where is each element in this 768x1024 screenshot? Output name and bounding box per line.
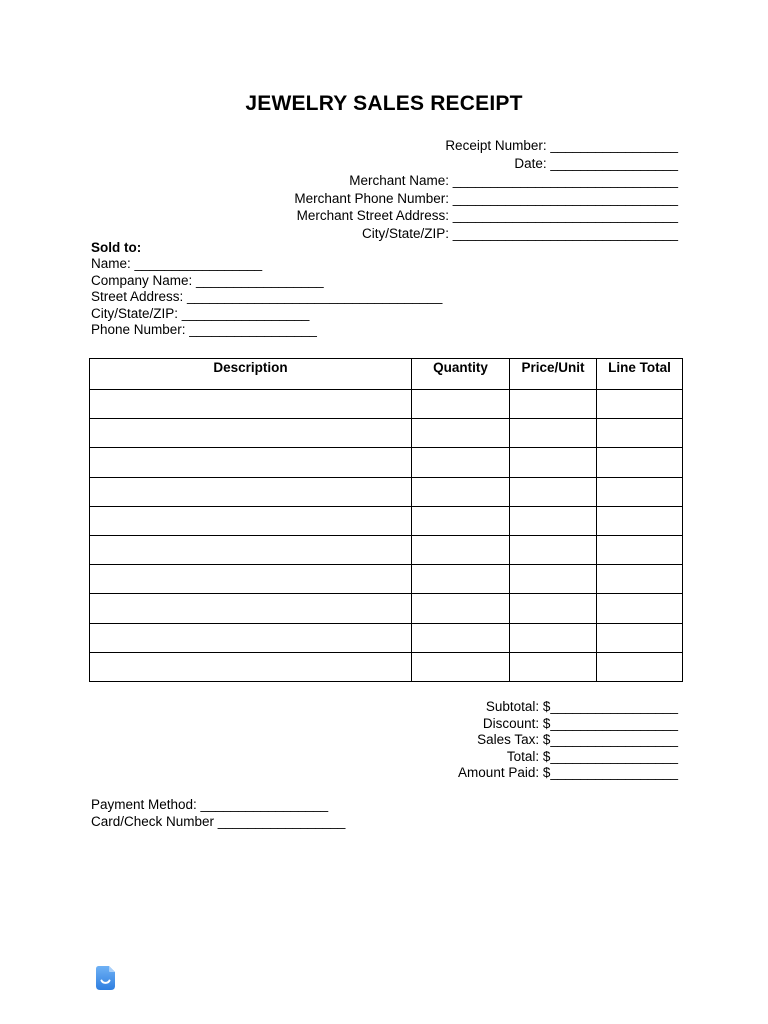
merchant-info-block [294,137,678,243]
price-unit-cell[interactable] [510,448,597,477]
quantity-cell[interactable] [412,652,510,681]
column-header-description: Description [90,359,412,390]
discount-field[interactable]: Discount: $_________________ [482,715,678,731]
table-header-row [90,359,683,390]
quantity-cell[interactable] [412,565,510,594]
description-cell[interactable] [90,448,412,477]
merchant-street-field[interactable]: Merchant Street Address: ______________________________ [296,208,678,224]
price-unit-cell[interactable] [510,419,597,448]
price-unit-cell[interactable] [510,652,597,681]
description-cell[interactable] [90,565,412,594]
table-row [90,390,683,419]
sold-to-heading: Sold to: [91,240,142,255]
merchant-city-state-zip-field[interactable]: City/State/ZIP: ______________________________ [361,225,678,241]
payment-method-field[interactable]: Payment Method: _________________ [91,797,329,812]
price-unit-cell[interactable] [510,594,597,623]
description-cell[interactable] [90,594,412,623]
description-cell[interactable] [90,623,412,652]
price-unit-cell[interactable] [510,623,597,652]
table-row [90,419,683,448]
description-cell[interactable] [90,390,412,419]
description-cell[interactable] [90,477,412,506]
quantity-cell[interactable] [412,419,510,448]
line-total-cell[interactable] [597,594,683,623]
quantity-cell[interactable] [412,506,510,535]
items-table [89,358,683,682]
sales-tax-field[interactable]: Sales Tax: $_________________ [477,732,678,748]
line-total-cell[interactable] [597,565,683,594]
customer-phone-field[interactable]: Phone Number: _________________ [91,322,317,338]
table-row [90,623,683,652]
page-title: JEWELRY SALES RECEIPT [245,92,523,115]
line-total-cell[interactable] [597,477,683,506]
column-header-line-total: Line Total [597,359,683,390]
column-header-price-unit: Price/Unit [510,359,597,390]
table-row [90,506,683,535]
date-field[interactable]: Date: _________________ [514,155,678,171]
table-row [90,448,683,477]
amount-paid-field[interactable]: Amount Paid: $_________________ [458,765,678,781]
receipt-number-field[interactable]: Receipt Number: _________________ [445,138,678,153]
merchant-phone-field[interactable]: Merchant Phone Number: ______________________________ [294,190,678,206]
table-row [90,594,683,623]
card-check-number-field[interactable]: Card/Check Number _________________ [91,814,346,829]
table-row [90,652,683,681]
price-unit-cell[interactable] [510,535,597,564]
table-row [90,477,683,506]
company-name-field[interactable]: Company Name: _________________ [91,272,324,288]
customer-city-state-zip-field[interactable]: City/State/ZIP: _________________ [91,305,310,321]
payment-block [91,796,345,830]
line-total-cell[interactable] [597,448,683,477]
line-total-cell[interactable] [597,535,683,564]
quantity-cell[interactable] [412,477,510,506]
line-total-cell[interactable] [597,390,683,419]
merchant-name-field[interactable]: Merchant Name: ______________________________ [349,173,678,189]
street-address-field[interactable]: Street Address: __________________________________ [91,289,443,305]
price-unit-cell[interactable] [510,506,597,535]
customer-name-field[interactable]: Name: _________________ [91,256,263,272]
price-unit-cell[interactable] [510,477,597,506]
line-total-cell[interactable] [597,652,683,681]
quantity-cell[interactable] [412,623,510,652]
sold-to-block [91,240,442,338]
table-row [90,565,683,594]
line-total-cell[interactable] [597,506,683,535]
totals-block [458,699,678,782]
quantity-cell[interactable] [412,390,510,419]
document-logo-icon [95,965,116,991]
quantity-cell[interactable] [412,448,510,477]
quantity-cell[interactable] [412,594,510,623]
column-header-quantity: Quantity [412,359,510,390]
description-cell[interactable] [90,419,412,448]
description-cell[interactable] [90,652,412,681]
line-total-cell[interactable] [597,419,683,448]
total-field[interactable]: Total: $_________________ [506,748,678,764]
price-unit-cell[interactable] [510,565,597,594]
price-unit-cell[interactable] [510,390,597,419]
line-total-cell[interactable] [597,623,683,652]
table-row [90,535,683,564]
description-cell[interactable] [90,535,412,564]
description-cell[interactable] [90,506,412,535]
subtotal-field[interactable]: Subtotal: $_________________ [485,699,678,714]
quantity-cell[interactable] [412,535,510,564]
